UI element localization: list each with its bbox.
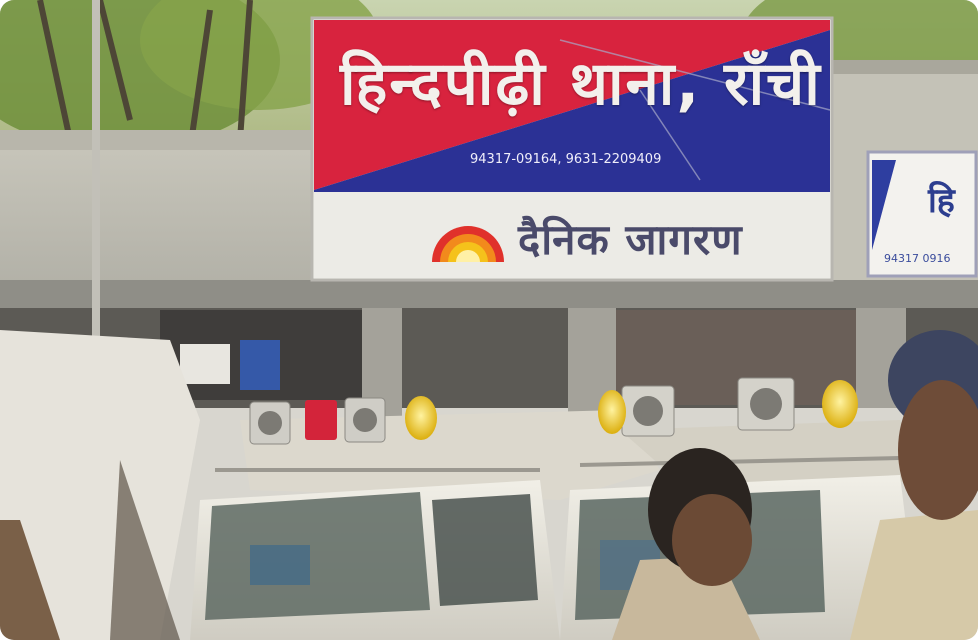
phone-numbers: 94317-09164, 9631-2209409 (470, 152, 662, 167)
side-sign-text: हि (928, 181, 955, 221)
police-van-left (190, 470, 560, 640)
station-name-text: हिन्दपीढ़ी थाना, राँची (340, 49, 822, 119)
wall-right-top (830, 60, 978, 74)
blue-cloth (240, 340, 280, 390)
hanging-cloth (180, 344, 230, 384)
side-sign-number: 94317 0916 (884, 252, 951, 265)
roof-ledge (0, 280, 978, 310)
wall-top-left (0, 130, 320, 150)
pole (92, 0, 100, 360)
sponsor-name: दैनिक जागरण (518, 215, 743, 264)
